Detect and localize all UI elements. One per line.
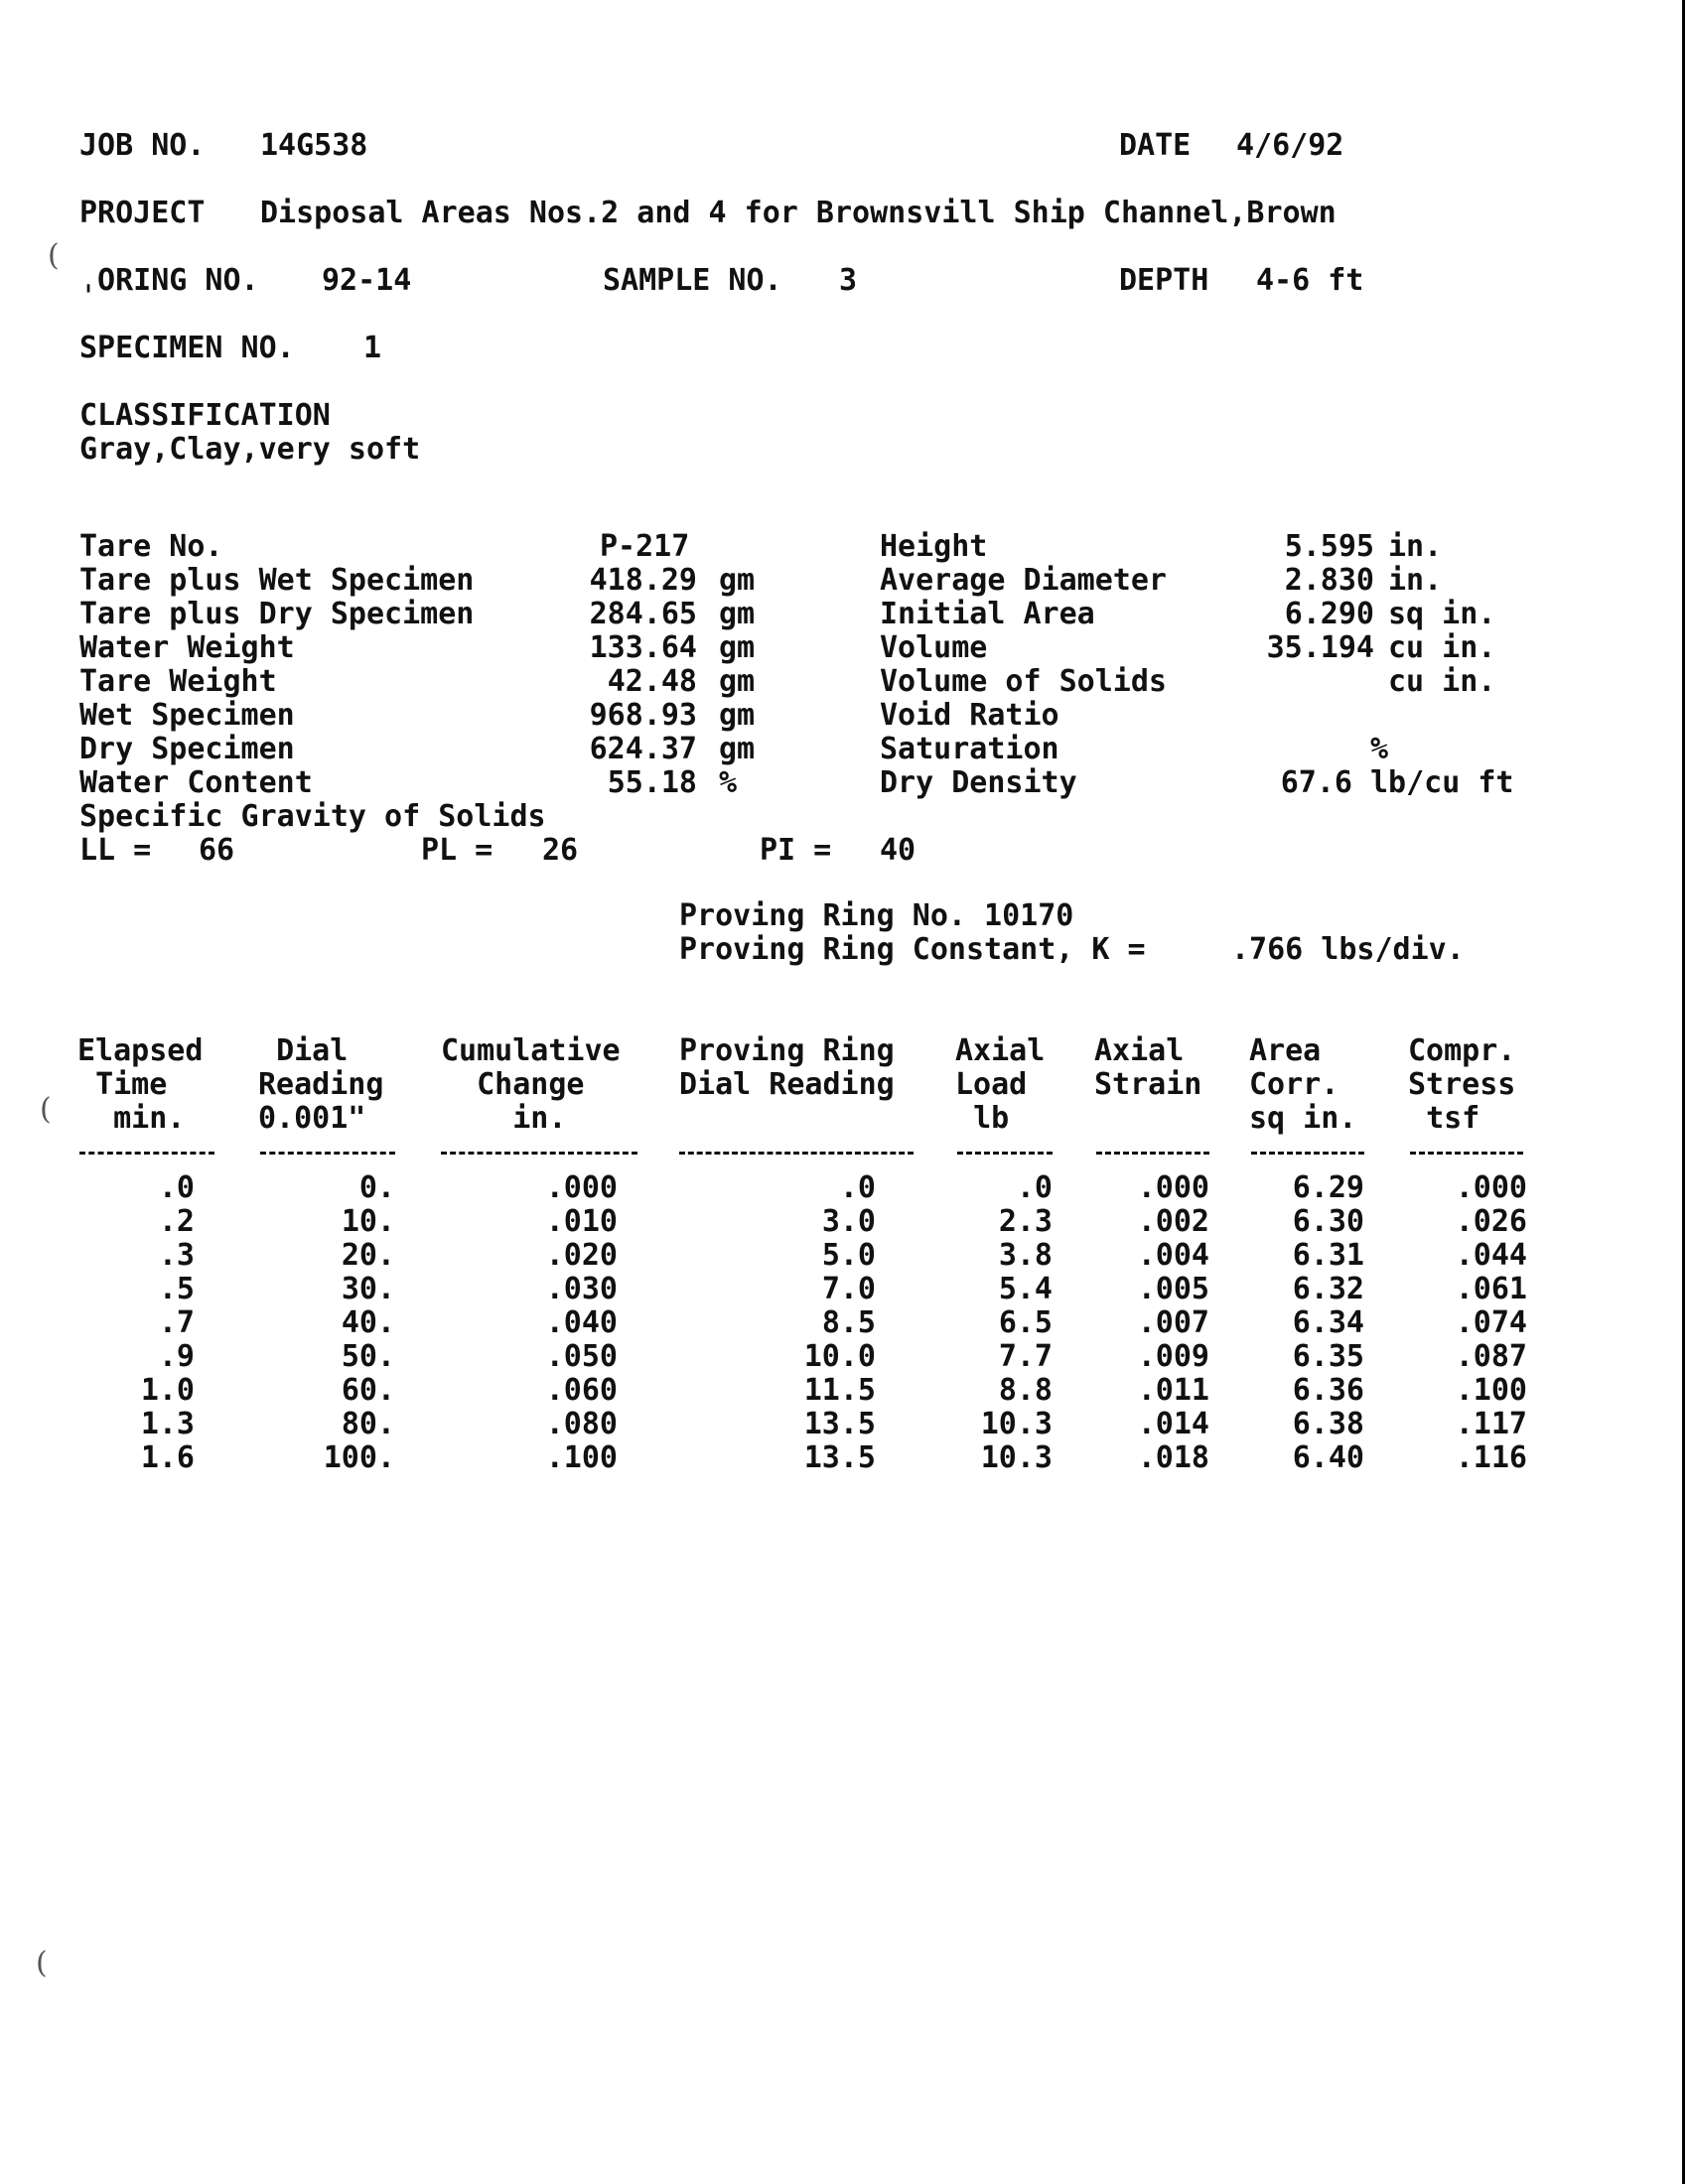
cell-elapsed-time: 1.0 [140,1373,195,1408]
cell-cumulative-change: .100 [545,1440,618,1475]
depth-value: 4-6 ft [1256,263,1364,298]
cell-axial-load: 7.7 [998,1339,1053,1374]
cell-cumulative-change: .030 [545,1272,618,1306]
pi-value: 40 [880,833,916,868]
cell-elapsed-time: .5 [158,1272,195,1306]
cell-dial-reading: 100. [323,1440,395,1475]
cell-elapsed-time: .9 [158,1339,195,1374]
prop-label: Volume of Solids [880,664,1167,699]
prop-value: 133.64 [589,630,697,665]
cell-compr-stress: .100 [1455,1373,1527,1408]
header-rule [1410,1152,1523,1155]
cell-axial-strain: .011 [1137,1373,1209,1408]
prop-unit: gm [719,597,756,631]
cell-cumulative-change: .040 [545,1305,618,1340]
cell-elapsed-time: .0 [158,1170,195,1205]
cell-axial-strain: .004 [1137,1238,1209,1273]
pl-value: 26 [542,833,579,868]
cell-dial-reading: 10. [341,1204,395,1239]
cell-area-corr: 6.31 [1292,1238,1364,1273]
prop-value: 284.65 [589,597,697,631]
cell-axial-load: 10.3 [980,1407,1053,1441]
specimen-label: SPECIMEN NO. [79,331,295,365]
prop-unit: cu in. [1388,630,1496,665]
table-row [0,1408,1692,1441]
prop-unit: gm [719,698,756,733]
prop-label: Dry Specimen [79,732,295,766]
cell-proving-ring-dial: 7.0 [821,1272,876,1306]
col-header-proving-ring-dial: Proving Ring Dial Reading [679,1033,895,1102]
header-rule [260,1152,395,1155]
col-header-axial-strain: Axial Strain [1094,1033,1202,1102]
proving-ring-constant-label: Proving Ring Constant, K = [679,932,1146,967]
col-header-compr-stress: Compr. Stress tsf [1408,1033,1516,1136]
cell-axial-load: 2.3 [998,1204,1053,1239]
cell-area-corr: 6.30 [1292,1204,1364,1239]
cell-compr-stress: .087 [1455,1339,1527,1374]
prop-label: Dry Density [880,765,1077,800]
cell-dial-reading: 40. [341,1305,395,1340]
prop-value: P-217 [600,529,690,564]
prop-unit: gm [719,630,756,665]
cell-elapsed-time: .2 [158,1204,195,1239]
header-rule [1096,1152,1209,1155]
page-edge-line [1682,0,1685,2184]
prop-value: 968.93 [589,698,697,733]
prop-label: Void Ratio [880,698,1059,733]
prop-unit: gm [719,732,756,766]
table-row [0,1171,1692,1205]
sample-label: SAMPLE NO. [603,263,782,298]
table-row [0,1441,1692,1475]
hole-punch-mark: ( [36,1946,48,1980]
cell-cumulative-change: .060 [545,1373,618,1408]
col-header-elapsed-time: Elapsed Time min. [77,1033,204,1136]
cell-axial-load: 3.8 [998,1238,1053,1273]
cell-dial-reading: 80. [341,1407,395,1441]
cell-area-corr: 6.34 [1292,1305,1364,1340]
prop-unit: gm [719,563,756,598]
cell-proving-ring-dial: 13.5 [803,1407,876,1441]
hole-punch-mark: ( [48,238,60,273]
cell-axial-strain: .005 [1137,1272,1209,1306]
cell-axial-strain: .007 [1137,1305,1209,1340]
pl-label: PL = [421,833,494,868]
prop-value: 6.290 [1284,597,1374,631]
prop-label: Height [880,529,988,564]
prop-value: 624.37 [589,732,697,766]
table-row [0,1273,1692,1306]
header-rule [679,1152,914,1155]
cell-compr-stress: .061 [1455,1272,1527,1306]
date-value: 4/6/92 [1236,128,1344,163]
col-header-dial-reading: Dial Reading 0.001" [258,1033,384,1136]
cell-area-corr: 6.36 [1292,1373,1364,1408]
cell-cumulative-change: .000 [545,1170,618,1205]
prop-value: 418.29 [589,563,697,598]
job-value: 14G538 [260,128,368,163]
cell-compr-stress: .074 [1455,1305,1527,1340]
prop-value: 42.48 [607,664,697,699]
prop-value: 5.595 [1284,529,1374,564]
header-rule [1251,1152,1364,1155]
prop-label: Tare No. [79,529,223,564]
cell-axial-strain: .018 [1137,1440,1209,1475]
cell-compr-stress: .116 [1455,1440,1527,1475]
col-header-cumulative-change: Cumulative Change in. [441,1033,621,1136]
cell-cumulative-change: .080 [545,1407,618,1441]
pi-label: PI = [760,833,832,868]
date-label: DATE [1119,128,1192,163]
cell-axial-strain: .014 [1137,1407,1209,1441]
boring-label: ˌORING NO. [79,263,259,298]
cell-area-corr: 6.40 [1292,1440,1364,1475]
ll-value: 66 [199,833,235,868]
job-label: JOB NO. [79,128,206,163]
cell-area-corr: 6.38 [1292,1407,1364,1441]
cell-proving-ring-dial: 3.0 [821,1204,876,1239]
cell-area-corr: 6.35 [1292,1339,1364,1374]
cell-proving-ring-dial: 13.5 [803,1440,876,1475]
cell-dial-reading: 30. [341,1272,395,1306]
cell-elapsed-time: .7 [158,1305,195,1340]
header-rule [957,1152,1053,1155]
prop-value: 2.830 [1284,563,1374,598]
prop-value: 67.6 [1280,765,1352,800]
prop-unit: lb/cu ft [1370,765,1514,800]
cell-dial-reading: 60. [341,1373,395,1408]
cell-axial-strain: .000 [1137,1170,1209,1205]
cell-cumulative-change: .050 [545,1339,618,1374]
cell-dial-reading: 50. [341,1339,395,1374]
cell-proving-ring-dial: 10.0 [803,1339,876,1374]
prop-label: Average Diameter [880,563,1167,598]
sample-value: 3 [839,263,858,298]
cell-compr-stress: .000 [1455,1170,1527,1205]
classification-label: CLASSIFICATION [79,398,331,433]
cell-axial-strain: .009 [1137,1339,1209,1374]
cell-compr-stress: .044 [1455,1238,1527,1273]
prop-unit: % [1370,732,1389,766]
cell-axial-load: 10.3 [980,1440,1053,1475]
prop-label: Initial Area [880,597,1095,631]
prop-value: 35.194 [1266,630,1374,665]
prop-label: Water Weight [79,630,295,665]
classification-value: Gray,Clay,very soft [79,432,421,467]
table-row [0,1306,1692,1340]
cell-compr-stress: .026 [1455,1204,1527,1239]
cell-axial-load: 6.5 [998,1305,1053,1340]
cell-proving-ring-dial: .0 [839,1170,876,1205]
ll-label: LL = [79,833,152,868]
table-row [0,1340,1692,1374]
prop-value: 55.18 [607,765,697,800]
cell-area-corr: 6.32 [1292,1272,1364,1306]
cell-cumulative-change: .010 [545,1204,618,1239]
prop-label: Saturation [880,732,1059,766]
col-header-area-corr: Area Corr. sq in. [1249,1033,1357,1136]
cell-axial-load: 8.8 [998,1373,1053,1408]
prop-label: Tare plus Wet Specimen [79,563,475,598]
prop-label: Water Content [79,765,313,800]
cell-dial-reading: 0. [358,1170,395,1205]
header-rule [79,1152,214,1155]
table-row [0,1239,1692,1273]
specific-gravity-label: Specific Gravity of Solids [79,799,546,834]
prop-unit: gm [719,664,756,699]
depth-label: DEPTH [1119,263,1209,298]
cell-elapsed-time: 1.6 [140,1440,195,1475]
project-label: PROJECT [79,196,206,230]
prop-unit: cu in. [1388,664,1496,699]
boring-value: 92-14 [322,263,412,298]
cell-dial-reading: 20. [341,1238,395,1273]
cell-elapsed-time: .3 [158,1238,195,1273]
prop-label: Volume [880,630,988,665]
cell-axial-load: .0 [1016,1170,1053,1205]
hole-punch-mark: ( [40,1092,52,1127]
cell-compr-stress: .117 [1455,1407,1527,1441]
cell-elapsed-time: 1.3 [140,1407,195,1441]
cell-proving-ring-dial: 5.0 [821,1238,876,1273]
prop-label: Tare Weight [79,664,277,699]
prop-label: Tare plus Dry Specimen [79,597,475,631]
prop-unit: % [719,765,738,800]
proving-ring-number: Proving Ring No. 10170 [679,898,1074,933]
cell-axial-strain: .002 [1137,1204,1209,1239]
prop-unit: sq in. [1388,597,1496,631]
cell-proving-ring-dial: 8.5 [821,1305,876,1340]
prop-unit: in. [1388,563,1443,598]
prop-label: Wet Specimen [79,698,295,733]
col-header-axial-load: Axial Load lb [955,1033,1046,1136]
specimen-value: 1 [363,331,382,365]
prop-unit: in. [1388,529,1443,564]
cell-proving-ring-dial: 11.5 [803,1373,876,1408]
cell-area-corr: 6.29 [1292,1170,1364,1205]
cell-cumulative-change: .020 [545,1238,618,1273]
table-row [0,1374,1692,1408]
proving-ring-constant-value: .766 lbs/div. [1231,932,1465,967]
header-rule [441,1152,637,1155]
table-row [0,1205,1692,1239]
project-value: Disposal Areas Nos.2 and 4 for Brownsvill Ship Channel,Brown [260,196,1337,230]
cell-axial-load: 5.4 [998,1272,1053,1306]
